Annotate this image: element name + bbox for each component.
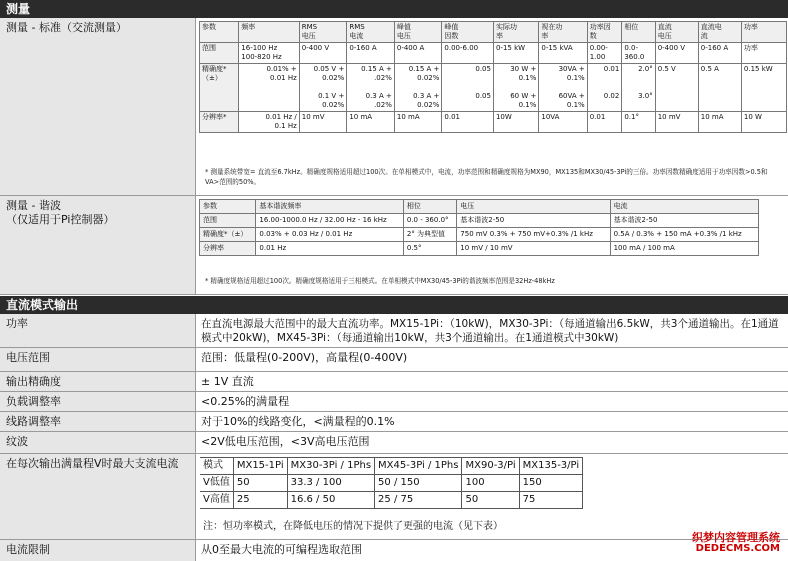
table-cell: 范围 — [200, 214, 256, 228]
table-cell: RMS 电流 — [347, 22, 395, 43]
row-label-load-regulation: 负载调整率 — [0, 392, 196, 411]
table-cell: RMS 电压 — [299, 22, 347, 43]
row-label-current-limit: 电流限制 — [0, 540, 196, 561]
table-cell: 相位 — [622, 22, 655, 43]
row-harmonic-measurement — [0, 196, 788, 295]
table-cell: 10 mV / 10 mV — [457, 242, 610, 256]
table-cell: 0-160 A — [347, 43, 395, 64]
table-cell: 0.15 A + .02% 0.3 A + .02% — [347, 64, 395, 112]
table-row — [200, 458, 583, 475]
max-current-table — [200, 457, 583, 509]
table-cell: 50 / 150 — [375, 475, 462, 492]
table-cell: 峰值 因数 — [442, 22, 494, 43]
row-value-line-regulation: 对于10%的线路变化，<满量程的0.1% — [201, 415, 395, 428]
watermark-url: DEDECMS.COM — [695, 543, 780, 554]
table-cell: 频率 — [239, 22, 300, 43]
table-cell: 0.01 Hz — [256, 242, 403, 256]
table-cell: 100 mA / 100 mA — [610, 242, 758, 256]
table-cell: V低值 — [200, 475, 233, 492]
table-cell: 25 / 75 — [375, 492, 462, 509]
table-cell: MX45-3Pi / 1Phs — [375, 458, 462, 475]
table-cell: 75 — [519, 492, 583, 509]
table-row — [200, 492, 583, 509]
row-voltage-range — [0, 348, 788, 372]
row-label-output-accuracy: 输出精确度 — [0, 372, 196, 391]
table-cell: MX135-3/Pi — [519, 458, 583, 475]
table-cell: 实际功 率 — [493, 22, 538, 43]
watermark-title: 织梦内容管理系统 — [692, 531, 780, 544]
table-cell: 10 mA — [698, 112, 741, 133]
table-cell: 0.5° — [403, 242, 456, 256]
table-cell: 10 mV — [655, 112, 698, 133]
row-label-power: 功率 — [0, 314, 196, 347]
table-cell: 0.01 Hz / 0.1 Hz — [239, 112, 300, 133]
table-cell: 30 W + 0.1% 60 W + 0.1% — [493, 64, 538, 112]
row-value-voltage-range: 范围：低量程(0-200V)，高量程(0-400V) — [201, 351, 408, 364]
table-cell: 0.5 A — [698, 64, 741, 112]
row-current-limit — [0, 540, 788, 561]
table-row — [200, 475, 583, 492]
table-cell: 模式 — [200, 458, 233, 475]
table-cell: 直流 电压 — [655, 22, 698, 43]
table-cell: 视在功 率 — [539, 22, 587, 43]
table-cell: 0-400 V — [299, 43, 347, 64]
table-cell: 0.01 — [442, 112, 494, 133]
table-cell: 10W — [493, 112, 538, 133]
table-row — [200, 228, 759, 242]
row-max-current — [0, 454, 788, 540]
row-value-power: 在直流电源最大范围中的最大直流功率。MX15-1Pi：（10kW)，MX30-3Pi：（每通道输出6.5kW，共3个通道输出。在1通道模式中20kW)，MX45-3Pi：（每通道输出10kW，共3个通道输出。在1通道模式中30kW) — [201, 318, 779, 344]
standard-measurement-table — [199, 21, 787, 133]
table-cell: 10 mA — [394, 112, 442, 133]
table-cell: 0.01% + 0.01 Hz — [239, 64, 300, 112]
table-cell: 参数 — [200, 200, 256, 214]
table-cell: 25 — [233, 492, 287, 509]
row-label-max-current: 在每次输出满量程V时最大支流电流 — [0, 454, 196, 539]
row-label-standard: 测量 - 标准（交流测量） — [0, 18, 196, 195]
table-cell: 0-15 kW — [493, 43, 538, 64]
harmonic-footnote: * 精确度规格适用超过100次。精确度规格适用于三相模式。在单相模式中MX30/45-3Pi的谐波频率范围是32Hz-48kHz — [205, 277, 555, 285]
table-cell: 精确度* （±） — [200, 64, 239, 112]
table-cell: 分辨率 — [200, 242, 256, 256]
table-cell: 0.01 — [587, 112, 622, 133]
table-cell: 功率 — [741, 22, 786, 43]
section-header-measurement: 测量 — [0, 0, 788, 18]
table-cell: 10 mA — [347, 112, 395, 133]
standard-footnote: * 测量系统带宽= 直流至6.7kHz。精确度规格适用超过100次。在单相模式中，电流，功率范围和精确度规格为MX90，MX135和MX30/45-3Pi的三倍。功率因数精确度适用于功率因数>0.5和VA>范围的50%。 — [205, 168, 768, 186]
table-cell: V高值 — [200, 492, 233, 509]
table-cell: 基本谐波频率 — [256, 200, 403, 214]
table-cell: 基本谐波2-50 — [457, 214, 610, 228]
table-cell: 功率因 数 — [587, 22, 622, 43]
harmonic-table — [199, 199, 759, 256]
row-value-ripple: <2V低电压范围，<3V高电压范围 — [201, 435, 370, 448]
row-power — [0, 314, 788, 348]
table-cell: 0.0 - 360.0° — [403, 214, 456, 228]
table-cell: 0-400 A — [394, 43, 442, 64]
table-cell: MX30-3Pi / 1Phs — [287, 458, 374, 475]
table-cell: 电压 — [457, 200, 610, 214]
table-cell: 30VA + 0.1% 60VA + 0.1% — [539, 64, 587, 112]
section-header-dc-output: 直流模式输出 — [0, 296, 788, 314]
table-cell: 0.0- 360.0 — [622, 43, 655, 64]
row-label-line-regulation: 线路调整率 — [0, 412, 196, 431]
row-value-load-regulation: <0.25%的满量程 — [201, 395, 290, 408]
table-cell: 16.00-1000.0 Hz / 32.00 Hz - 16 kHz — [256, 214, 403, 228]
table-cell: 50 — [233, 475, 287, 492]
table-cell: 参数 — [200, 22, 239, 43]
table-cell: 50 — [462, 492, 519, 509]
table-cell: 分辨率* — [200, 112, 239, 133]
row-label-ripple: 纹波 — [0, 432, 196, 453]
table-cell: 0.1° — [622, 112, 655, 133]
table-row — [200, 200, 759, 214]
table-cell: MX15-1Pi — [233, 458, 287, 475]
table-cell: 相位 — [403, 200, 456, 214]
row-line-regulation — [0, 412, 788, 432]
table-cell: 100 — [462, 475, 519, 492]
table-cell: 峰值 电压 — [394, 22, 442, 43]
table-cell: 0-15 kVA — [539, 43, 587, 64]
table-cell: 0-400 V — [655, 43, 698, 64]
row-value-output-accuracy: ± 1V 直流 — [201, 375, 254, 388]
row-ripple — [0, 432, 788, 454]
table-cell: 16-100 Hz 100-820 Hz — [239, 43, 300, 64]
table-cell: 0.03% + 0.03 Hz / 0.01 Hz — [256, 228, 403, 242]
table-cell: 基本谐波2-50 — [610, 214, 758, 228]
max-current-note: 注：恒功率模式，在降低电压的情况下提供了更强的电流（见下表） — [203, 521, 503, 532]
table-cell: 0.00- 1.00 — [587, 43, 622, 64]
table-cell: 0.5 V — [655, 64, 698, 112]
table-cell: 2.0° 3.0° — [622, 64, 655, 112]
table-cell: 33.3 / 100 — [287, 475, 374, 492]
table-cell: 0.15 A + 0.02% 0.3 A + 0.02% — [394, 64, 442, 112]
table-row — [200, 64, 787, 112]
table-cell: 0.15 kW — [741, 64, 786, 112]
table-cell: 0.5A / 0.3% + 150 mA +0.3% /1 kHz — [610, 228, 758, 242]
table-cell: 0.05 0.05 — [442, 64, 494, 112]
table-cell: 16.6 / 50 — [287, 492, 374, 509]
table-row — [200, 112, 787, 133]
table-cell: 10 W — [741, 112, 786, 133]
table-row — [200, 214, 759, 228]
table-cell: 150 — [519, 475, 583, 492]
table-row — [200, 242, 759, 256]
table-cell: 10 mV — [299, 112, 347, 133]
table-row — [200, 22, 787, 43]
table-cell: 10VA — [539, 112, 587, 133]
table-row — [200, 43, 787, 64]
row-label-voltage-range: 电压范围 — [0, 348, 196, 371]
row-load-regulation — [0, 392, 788, 412]
table-cell: 功率 — [741, 43, 786, 64]
table-cell: 电流 — [610, 200, 758, 214]
table-cell: 2° 为典型值 — [403, 228, 456, 242]
table-cell: MX90-3/Pi — [462, 458, 519, 475]
table-cell: 精确度*（±） — [200, 228, 256, 242]
table-cell: 直流电 流 — [698, 22, 741, 43]
table-cell: 0.00-6.00 — [442, 43, 494, 64]
row-label-harmonic: 测量 - 谐波 （仅适用于Pi控制器） — [0, 196, 196, 294]
table-cell: 750 mV 0.3% + 750 mV+0.3% /1 kHz — [457, 228, 610, 242]
row-value-current-limit: 从0至最大电流的可编程选取范围 — [201, 543, 362, 556]
row-standard-measurement — [0, 18, 788, 196]
table-cell: 0-160 A — [698, 43, 741, 64]
row-output-accuracy — [0, 372, 788, 392]
table-cell: 范围 — [200, 43, 239, 64]
table-cell: 0.05 V + 0.02% 0.1 V + 0.02% — [299, 64, 347, 112]
table-cell: 0.01 0.02 — [587, 64, 622, 112]
